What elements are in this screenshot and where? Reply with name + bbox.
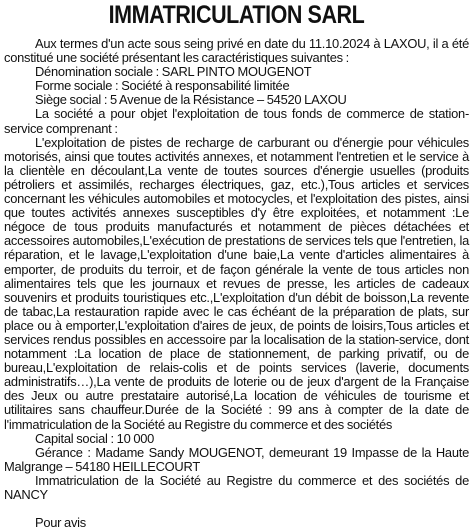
spacer [4,502,469,516]
purpose-detail-paragraph: L'exploitation de pistes de recharge de carburant ou d'énergie pour véhicules motorisés, ainsi que toutes activités annexes, et notamment l'entretien et le service à la clientèle en découlant,La vente de toutes sources d'énergie usuelles (produits pétroliers et assimilés, recharges électriques, gaz, etc.),Tous articles et services concernant les véhicules automobiles et motocycles, et l'exploitation des pistes, ainsi que toutes activités annexes susceptibles d'y être exploitées, et notamment :Le négoce de tous produits manufacturés et notamment de pièces détachées et accessoires automobiles,L'exécution de prestations de services tels que l'entretien, la réparation, et le lavage,L'exploitation d'une baie,La vente d'articles alimentaires à emporter, de produits du terroir, et de façon générale la vente de tous articles non alimentaires tels que les journaux et revues de presse, les articles de cadeaux souvenirs et produits touristiques etc.,L'exploitation d'un débit de boisson,La revente de tabac,La restauration rapide avec le cas échéant de la préparation de plats, sur place ou à emporter,L'exploitation d'aires de jeux, de points de loisirs,Tous articles et services rendus possibles en accessoire par la localisation de la station-service, dont notamment :La location de place de stationnement, de parking privatif, ou de bureau,L'exploitation de relais-colis et de points services (laverie, documents administratifs…),La vente de produits de loterie ou de jeux d'argent de la Française des Jeux ou autre prestataire autorisé,La location de véhicules de tourisme et utilitaires sans chauffeur.Durée de la Société : 99 ans à compter de la date de l'immatriculation de la Société au Registre du commerce et des sociétés [4,134,469,432]
head-office-line: Siège social : 5 Avenue de la Résistance – 54520 LAXOU [35,92,347,108]
legal-form-line: Forme sociale : Société à responsabilité limitée [35,78,290,94]
notice-body [4,37,469,530]
registration-paragraph: Immatriculation de la Société au Registre du commerce et des sociétés de NANCY [4,472,469,502]
closing-line: Pour avis [35,515,86,530]
intro-paragraph: Aux termes d'un acte sous seing privé en date du 11.10.2024 à LAXOU, il a été constitué une société présentant les caractéristiques suivantes : [4,36,469,66]
denomination-line: Dénomination sociale : SARL PINTO MOUGENOT [35,64,312,80]
purpose-intro-paragraph: La société a pour objet l'exploitation de tous fonds de commerce de station-service comprenant : [4,106,469,136]
management-paragraph: Gérance : Madame Sandy MOUGENOT, demeurant 19 Impasse de la Haute Malgrange – 54180 HEILLECOURT [4,444,469,474]
notice-title: IMMATRICULATION SARL [108,1,365,29]
capital-line: Capital social : 10 000 [35,430,155,446]
